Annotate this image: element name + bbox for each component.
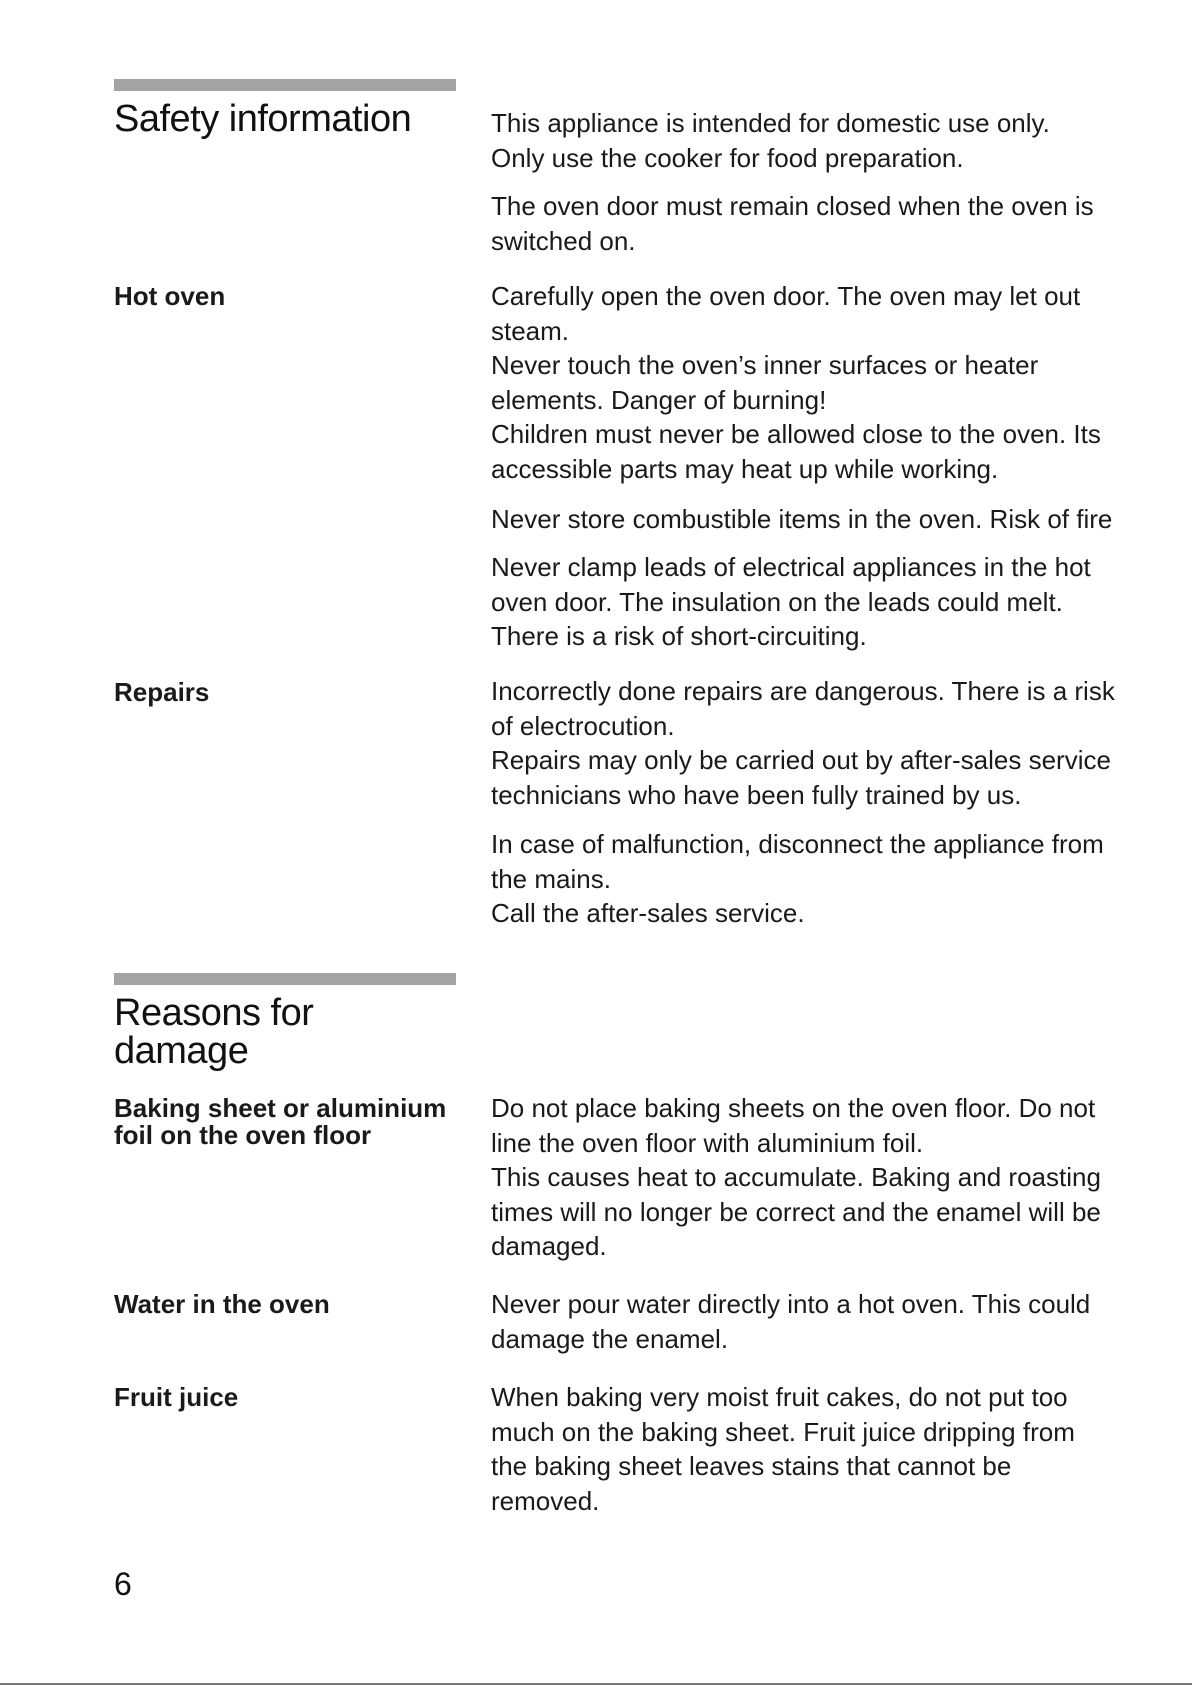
baking-sheet-paragraph: Do not place baking sheets on the oven floor. Do not line the oven floor with aluminium foil. This causes heat to accumulate. Baking and roasting times will no longer be correct and the enamel will be damaged. xyxy=(491,1093,1101,1261)
repairs-heading: Repairs xyxy=(114,677,210,707)
hot-oven-paragraph-2: Never store combustible items in the oven. Risk of fire xyxy=(491,504,1113,534)
damage-section-bar xyxy=(114,973,456,985)
fruit-juice-heading: Fruit juice xyxy=(114,1382,239,1412)
hot-oven-paragraph-3: Never clamp leads of electrical appliances in the hot oven door. The insulation on the leads could melt. There is a risk of short-circuiting. xyxy=(491,552,1091,651)
safety-information-title: Safety information xyxy=(114,98,412,140)
water-paragraph: Never pour water directly into a hot oven. This could damage the enamel. xyxy=(491,1289,1091,1354)
repairs-paragraph-1: Incorrectly done repairs are dangerous. There is a risk of electrocution. Repairs may only be carried out by after-sales service technicians who have been fully trained by us. xyxy=(491,676,1115,810)
intro-paragraph-2: The oven door must remain closed when the oven is switched on. xyxy=(491,191,1094,256)
water-heading: Water in the oven xyxy=(114,1289,330,1319)
hot-oven-paragraph-1: Carefully open the oven door. The oven may let out steam. Never touch the oven’s inner surfaces or heater elements. Danger of burning! Children must never be allowed close to the oven. Its accessible parts may heat up while working. xyxy=(491,281,1101,484)
safety-section-bar xyxy=(114,79,456,91)
fruit-juice-paragraph: When baking very moist fruit cakes, do not put too much on the baking sheet. Fruit juice dripping from the baking sheet leaves stains that cannot be removed. xyxy=(491,1382,1075,1516)
repairs-paragraph-2: In case of malfunction, disconnect the appliance from the mains. Call the after-sales service. xyxy=(491,829,1104,928)
page-number: 6 xyxy=(114,1566,132,1602)
intro-paragraph-1: This appliance is intended for domestic use only. Only use the cooker for food preparation. xyxy=(491,108,1050,173)
reasons-for-damage-title: Reasons for damage xyxy=(114,992,314,1072)
hot-oven-heading: Hot oven xyxy=(114,281,226,311)
baking-sheet-heading: Baking sheet or aluminium foil on the oven floor xyxy=(114,1093,447,1150)
